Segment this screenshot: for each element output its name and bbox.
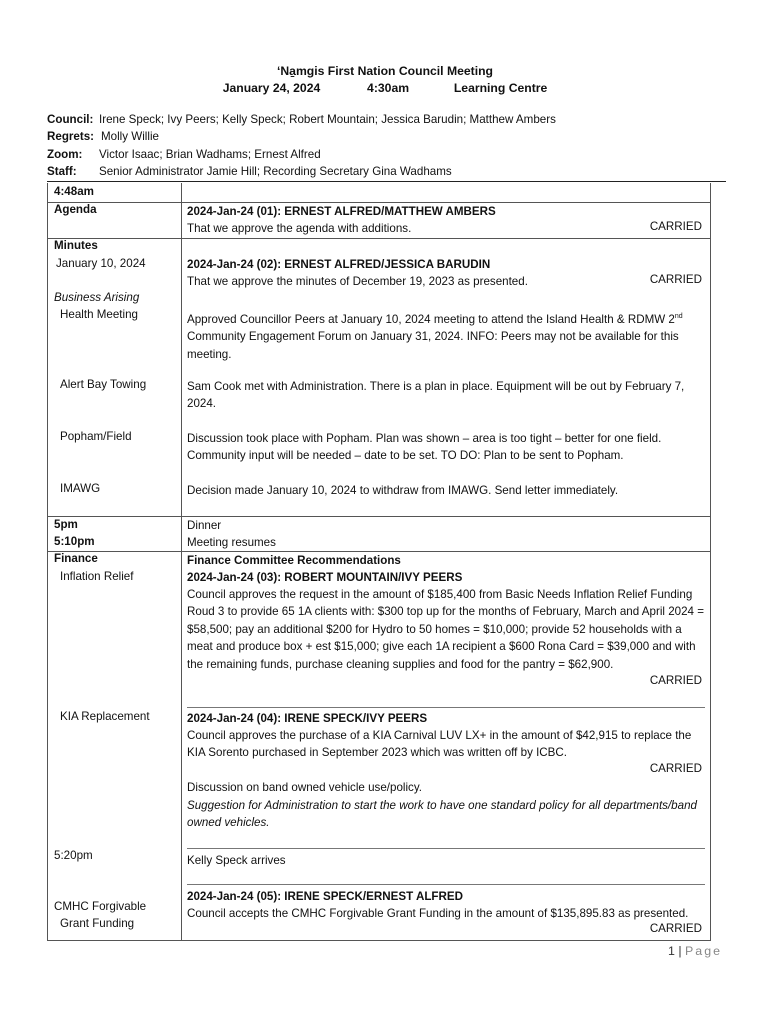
motion-separator [187, 884, 705, 885]
motion-separator [187, 707, 705, 708]
column-divider [181, 183, 182, 940]
attendance-list [47, 111, 727, 181]
health-meeting-label: Health Meeting [60, 308, 138, 321]
agenda-motion: 2024-Jan-24 (01): ERNEST ALFRED/MATTHEW AMBERS [187, 205, 496, 218]
attendance-staff [47, 163, 727, 180]
resume-time: 5:10pm [54, 535, 95, 548]
attendance-label: Staff: [47, 165, 77, 179]
dinner-text: Dinner [187, 519, 222, 532]
attendance-zoom [47, 146, 727, 163]
cmhc-label-1: CMHC Forgivable [54, 900, 147, 913]
minutes-label: Minutes [54, 239, 98, 252]
attendance-label: Regrets: [47, 130, 95, 144]
inflation-motion: 2024-Jan-24 (03): ROBERT MOUNTAIN/IVY PEERS [187, 571, 463, 584]
attendance-regrets [47, 128, 727, 145]
health-meeting-text: Approved Councillor Peers at January 10, 2024 meeting to attend the Island Health & RDMW 2nd Community Engagement Forum on January 31, 2024. INFO: Peers may not be available for this meeting. [187, 312, 683, 361]
attendance-value: Molly Willie [101, 130, 159, 144]
inflation-status: CARRIED [649, 674, 702, 687]
popham-field-label: Popham/Field [60, 430, 132, 443]
start-time: 4:48am [54, 185, 94, 198]
finance-heading: Finance Committee Recommendations [187, 554, 401, 567]
attendance-value: Senior Administrator Jamie Hill; Recording Secretary Gina Wadhams [99, 165, 452, 179]
page-footer [668, 944, 722, 958]
business-arising-label: Business Arising [54, 291, 140, 304]
kia-text: Council approves the purchase of a KIA Carnival LUV LX+ in the amount of $42,915 to replace the KIA Sorento purchased in September 2023 which was written off by ICBC. [187, 729, 692, 760]
minutes-status: CARRIED [649, 273, 702, 286]
finance-label: Finance [54, 552, 98, 565]
page-number: 1 [668, 944, 675, 958]
page-word: Page [685, 944, 722, 958]
footer-separator: | [678, 944, 682, 958]
kia-replacement-label: KIA Replacement [60, 710, 150, 723]
minutes-motion: 2024-Jan-24 (02): ERNEST ALFRED/JESSICA BARUDIN [187, 258, 491, 271]
agenda-text: That we approve the agenda with additions. [187, 222, 412, 235]
attendance-value: Victor Isaac; Brian Wadhams; Ernest Alfred [99, 147, 321, 161]
minutes-date: January 10, 2024 [56, 257, 146, 270]
popham-field-text: Discussion took place with Popham. Plan was shown – area is too tight – better for one field. Community input will be needed – date to be set. TO DO: Plan to be sent to Popham. [187, 432, 662, 463]
dinner-time: 5pm [54, 518, 78, 531]
inflation-relief-label: Inflation Relief [60, 570, 134, 583]
attendance-value: Irene Speck; Ivy Peers; Kelly Speck; Robert Mountain; Jessica Barudin; Matthew Ambers [99, 113, 556, 126]
attendance-council [47, 111, 727, 128]
minutes-table [47, 183, 711, 941]
alert-bay-towing-text: Sam Cook met with Administration. There is a plan in place. Equipment will be out by February 7, 2024. [187, 380, 685, 411]
meeting-subtitle [0, 81, 770, 95]
arrival-time: 5:20pm [54, 849, 93, 862]
inflation-text: Council approves the request in the amount of $185,400 from Basic Needs Inflation Relief Funding Roud 3 to provide 65 1A clients with: $300 top up for the months of February, March and April 2024 = $58,500; pay an additional $200 for Hydro to 50 homes = $10,000; provide 52 households with a meat and produce box + est $15,000; give each 1A recipient a $600 Rona Card = $39,000 and with the remaining funds, purchase cleaning supplies and food for the pantry = $62,900. [187, 588, 704, 671]
alert-bay-towing-label: Alert Bay Towing [60, 378, 147, 391]
arrival-text: Kelly Speck arrives [187, 854, 286, 867]
meeting-location: Learning Centre [453, 81, 548, 95]
cmhc-text: Council accepts the CMHC Forgivable Grant Funding in the amount of $135,895.83 as presented. [187, 907, 689, 920]
motion-separator [187, 848, 705, 849]
minutes-text: That we approve the minutes of December 19, 2023 as presented. [187, 275, 528, 288]
kia-discussion: Discussion on band owned vehicle use/policy. [187, 781, 423, 794]
attendance-label: Zoom: [47, 147, 83, 161]
agenda-status: CARRIED [649, 220, 702, 233]
resume-text: Meeting resumes [187, 536, 276, 549]
kia-status: CARRIED [649, 762, 702, 775]
cmhc-label-2: Grant Funding [60, 917, 135, 930]
row-divider [48, 238, 710, 239]
kia-motion: 2024-Jan-24 (04): IRENE SPECK/IVY PEERS [187, 712, 428, 725]
imawg-label: IMAWG [60, 482, 101, 495]
cmhc-motion: 2024-Jan-24 (05): IRENE SPECK/ERNEST ALFRED [187, 890, 463, 903]
header-rule [47, 181, 726, 182]
kia-suggestion: Suggestion for Administration to start the work to have one standard policy for all departments/band owned vehicles. [187, 799, 697, 830]
cmhc-status: CARRIED [649, 922, 702, 935]
meeting-date: January 24, 2024 [222, 81, 321, 95]
imawg-text: Decision made January 10, 2024 to withdraw from IMAWG. Send letter immediately. [187, 484, 619, 497]
agenda-label: Agenda [54, 203, 97, 216]
attendance-label: Council: [47, 113, 94, 126]
meeting-time: 4:30am [367, 81, 410, 95]
meeting-title: ‘Na̱mgis First Nation Council Meeting [276, 64, 493, 78]
